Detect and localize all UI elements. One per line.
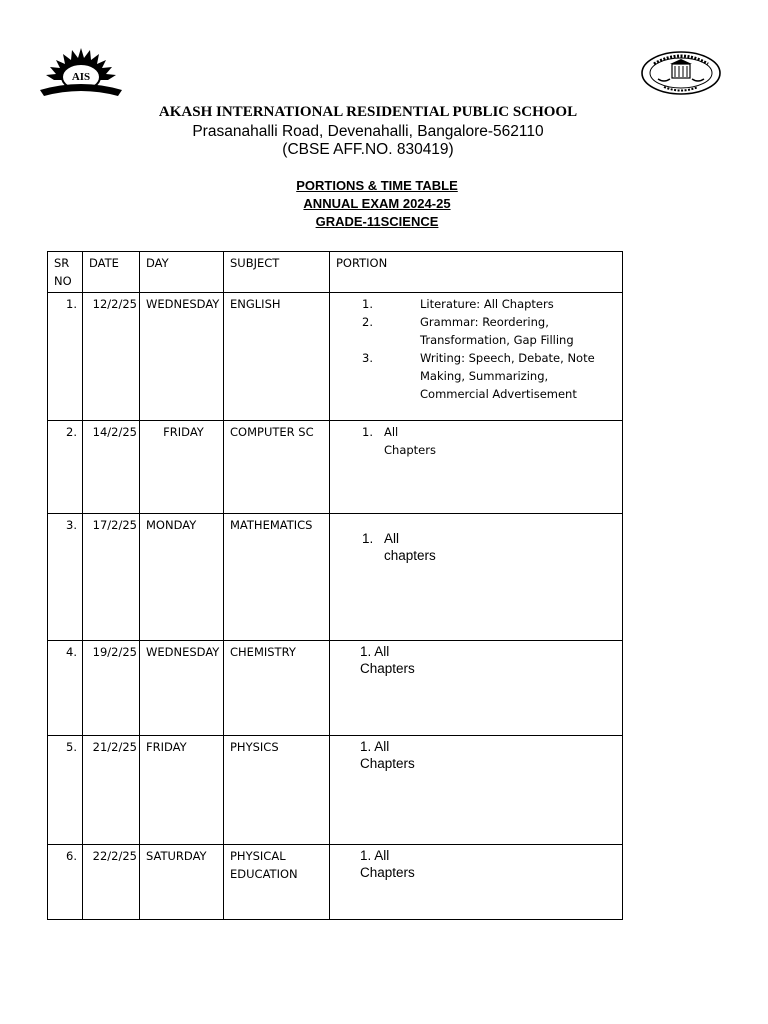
column-header-date: DATE	[83, 252, 140, 293]
date-cell: 12/2/25	[83, 293, 140, 421]
table-row	[48, 641, 623, 736]
sr-cell: 4.	[48, 641, 83, 736]
portion-text: All chapters	[384, 531, 436, 563]
portion-cell	[330, 845, 623, 920]
exam-title: ANNUAL EXAM 2024-25	[303, 196, 451, 211]
day-text: FRIDAY	[163, 425, 204, 439]
column-header-no: NO	[54, 274, 72, 288]
table-row	[48, 293, 623, 421]
portion-cell	[330, 293, 623, 421]
cbse-affiliation: (CBSE AFF.NO. 830419)	[282, 141, 454, 158]
portion-text: Writing: Speech, Debate, Note Making, Summarizing, Commercial Advertisement	[420, 351, 595, 401]
table-row	[48, 845, 623, 920]
day-cell: FRIDAY	[140, 736, 224, 845]
table-row	[48, 514, 623, 641]
table-row	[48, 421, 623, 514]
portion-item	[336, 423, 616, 459]
portion-number: 3.	[362, 351, 373, 365]
day-cell: WEDNESDAY	[140, 293, 224, 421]
school-emblem-icon	[38, 46, 124, 100]
column-header-day: DAY	[140, 252, 224, 293]
column-header-portion: PORTION	[330, 252, 623, 293]
portion-number: 1.	[362, 425, 373, 439]
portion-list	[336, 295, 616, 403]
list-item	[336, 313, 616, 349]
portion-text: Grammar: Reordering, Transformation, Gap Filling	[420, 315, 574, 347]
grade-title: GRADE-11SCIENCE	[315, 214, 439, 229]
sr-cell: 5.	[48, 736, 83, 845]
date-cell: 21/2/25	[83, 736, 140, 845]
portion-number: 1.	[362, 531, 374, 546]
portion-cell	[330, 641, 623, 736]
portion-cell	[330, 514, 623, 641]
subject-cell: COMPUTER SC	[224, 421, 330, 514]
document-title: PORTIONS & TIME TABLE	[296, 178, 458, 193]
subject-cell: MATHEMATICS	[224, 514, 330, 641]
sr-cell: 6.	[48, 845, 83, 920]
subject-cell: CHEMISTRY	[224, 641, 330, 736]
emblem-letters: AIS	[71, 71, 91, 83]
portion-text: All Chapters	[384, 425, 436, 457]
portion-cell	[330, 736, 623, 845]
column-header-subject: SUBJECT	[224, 252, 330, 293]
subject-cell	[224, 845, 330, 920]
sr-cell: 3.	[48, 514, 83, 641]
table-header-row	[48, 252, 623, 293]
day-cell: WEDNESDAY	[140, 641, 224, 736]
list-item	[336, 349, 616, 403]
day-cell: SATURDAY	[140, 845, 224, 920]
sr-cell: 1.	[48, 293, 83, 421]
portion-item	[336, 530, 616, 564]
school-address: Prasanahalli Road, Devenahalli, Bangalore-562110	[192, 123, 544, 140]
date-cell: 17/2/25	[83, 514, 140, 641]
school-name: AKASH INTERNATIONAL RESIDENTIAL PUBLIC SCHOOL	[158, 104, 578, 120]
portion-text: 1. All Chapters	[360, 739, 415, 771]
cbse-emblem-icon	[640, 50, 722, 96]
date-cell: 19/2/25	[83, 641, 140, 736]
day-cell	[140, 421, 224, 514]
column-header-sr-no	[48, 252, 83, 293]
sr-cell: 2.	[48, 421, 83, 514]
column-header-sr: SR	[54, 256, 70, 270]
portion-text: 1. All Chapters	[360, 644, 415, 676]
portion-text: Literature: All Chapters	[420, 297, 554, 311]
date-cell: 22/2/25	[83, 845, 140, 920]
portion-text: 1. All Chapters	[360, 848, 415, 880]
portion-number: 1.	[362, 297, 373, 311]
timetable	[47, 251, 623, 920]
subject-cell: PHYSICS	[224, 736, 330, 845]
subject-text: PHYSICAL EDUCATION	[230, 849, 298, 881]
subject-cell: ENGLISH	[224, 293, 330, 421]
table-row	[48, 736, 623, 845]
day-cell: MONDAY	[140, 514, 224, 641]
portion-number: 2.	[362, 315, 373, 329]
portion-cell	[330, 421, 623, 514]
date-cell: 14/2/25	[83, 421, 140, 514]
list-item	[336, 295, 616, 313]
